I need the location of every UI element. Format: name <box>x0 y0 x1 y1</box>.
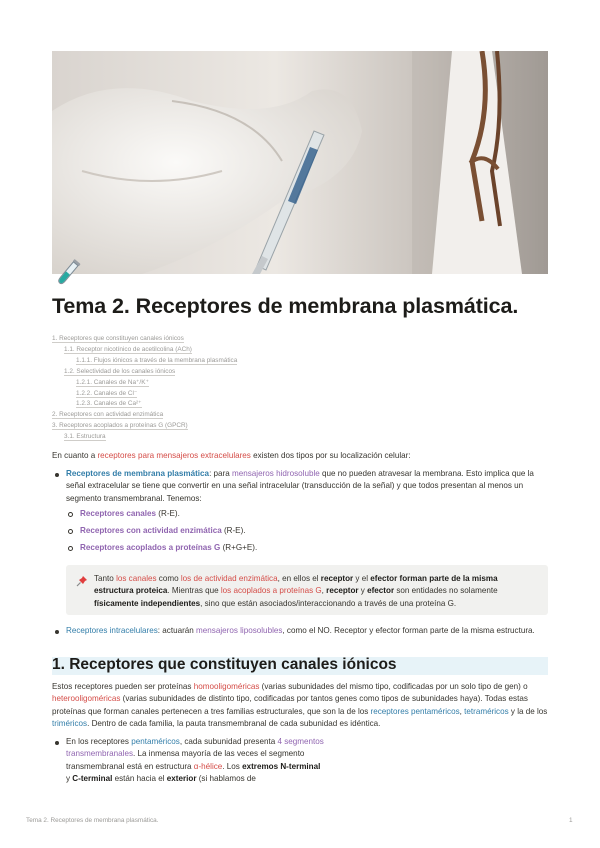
callout-text: Tanto los canales como los de actividad enzimática, en ellos el receptor y el efector forman parte de la misma estructura proteica. Mientras que los acoplados a proteínas G, receptor y efector son entidades no solamente físicamente independientes, sino que están asociados/interaccionando a través de una proteína G. <box>94 574 498 608</box>
test-tube-icon <box>54 257 82 289</box>
toc-link[interactable]: 1.1.1. Flujos iónicos a través de la membrana plasmática <box>76 356 238 364</box>
bullet-dot <box>55 630 59 634</box>
callout-box <box>66 565 548 615</box>
page-number: 1 <box>569 817 573 824</box>
toc-link[interactable]: 3. Receptores acoplados a proteínas G (GPCR) <box>52 422 188 430</box>
toc-link[interactable]: 2. Receptores con actividad enzimática <box>52 411 164 419</box>
toc-link[interactable]: 1.2.1. Canales de Na⁺/K⁺ <box>76 378 149 386</box>
toc-link[interactable]: 3.1. Estructura <box>64 433 106 441</box>
cover-image <box>52 51 548 274</box>
section-heading: 1. Receptores que constituyen canales iónicos <box>52 657 548 675</box>
list-item-enzymatic-receptors: Receptores con actividad enzimática (R-E). <box>80 526 246 535</box>
bullet-dot <box>55 741 59 745</box>
list-item-channel-receptors: Receptores canales (R-E). <box>80 509 180 518</box>
toc-link[interactable]: 1.1. Receptor nicotínico de acetilcolina (ACh) <box>64 345 192 353</box>
table-of-contents <box>52 334 237 443</box>
pushpin-icon <box>76 575 88 587</box>
toc-link[interactable]: 1. Receptores que constituyen canales iónicos <box>52 335 184 342</box>
bullet-circle <box>68 512 73 517</box>
list-item-pentameric: En los receptores pentaméricos, cada subunidad presenta 4 segmentos transmembranales. La inmensa mayoría de las veces el segmento transmembranal está en estructura α-hélice. Los extremos N-terminal y C-terminal están hacia el exterior (si hablamos de <box>66 737 324 784</box>
section-paragraph: Estos receptores pueden ser proteínas homooligoméricas (varias subunidades del mismo tipo, codificadas por un solo tipo de gen) o heterooligoméricas (varias subunidades de distinto tipo, codificadas por tantos genes como tipos de subunidades haya). Todas estas proteínas que forman canales pertenecen a tres familias estructurales, que son la de los receptores pentaméricos, tetraméricos y la de los triméricos. Dentro de cada familia, la pauta transmembranal de cada subunidad es idéntica. <box>52 682 548 729</box>
toc-link[interactable]: 1.2.3. Canales de Ca²⁺ <box>76 400 142 408</box>
bullet-circle <box>68 546 73 551</box>
list-item-gpcr: Receptores acoplados a proteínas G (R+G+E). <box>80 543 258 552</box>
toc-link[interactable]: 1.2. Selectividad de los canales iónicos <box>64 367 176 375</box>
intro-paragraph: En cuanto a receptores para mensajeros extracelulares existen dos tipos por su localización celular: <box>52 451 411 460</box>
bullet-circle <box>68 529 73 534</box>
lab-photo <box>52 51 548 274</box>
list-item-membrane-receptors: Receptores de membrana plasmática: para mensajeros hidrosoluble que no pueden atravesar la membrana. Esto implica que la señal extracelular se tiene que convertir en una señal intracelular (transducción de la señal) y que todos presentan al menos un segmento transmembranal. Tenemos: <box>66 469 534 503</box>
toc-link[interactable]: 1.2.2. Canales de Cl⁻ <box>76 389 138 397</box>
list-item-intracellular-receptors: Receptores intracelulares: actuarán mensajeros liposolubles, como el NO. Receptor y efector forman parte de la misma estructura. <box>66 626 535 635</box>
footer-title: Tema 2. Receptores de membrana plasmática. <box>26 817 159 824</box>
bullet-dot <box>55 473 59 477</box>
page-title: Tema 2. Receptores de membrana plasmática. <box>52 294 519 318</box>
